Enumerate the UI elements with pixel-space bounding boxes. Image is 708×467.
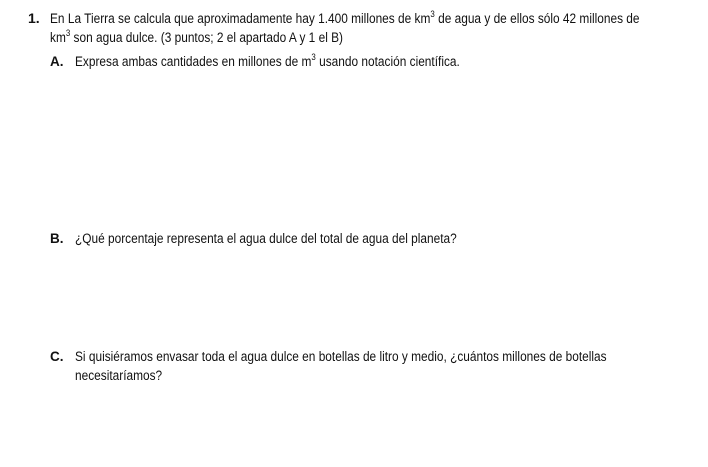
question-statement [50,9,685,47]
part-b-text: ¿Qué porcentaje representa el agua dulce del total de agua del planeta? [75,231,457,246]
part-a-letter: A. [50,54,64,69]
part-a-answer-area[interactable] [50,75,670,225]
question-line-1 [50,9,685,28]
part-c-text [75,347,607,385]
question-number: 1. [28,10,40,26]
part-a-text-start: Expresa ambas cantidades en millones de m [75,54,312,69]
question-line-2-superscript: 3 [65,27,71,38]
question-line-2-unit: km [50,30,66,45]
question-line-1-text: En La Tierra se calcula que aproximadamente hay 1.400 millones de km [50,11,431,26]
part-a-superscript: 3 [311,51,316,62]
part-c-answer-area[interactable] [50,390,670,460]
question-line-1-text-end: de agua y de ellos sólo 42 millones de [434,11,640,26]
part-b-answer-area[interactable] [50,252,670,342]
part-a-text-end: usando notación científica. [315,54,460,69]
part-c-line-1: Si quisiéramos envasar toda el agua dulce en botellas de litro y medio, ¿cuántos millones de botellas [75,349,607,364]
part-c-letter: C. [50,349,64,364]
question-line-1-superscript: 3 [430,8,435,19]
part-a-text [75,52,460,71]
question-line-2-text: son agua dulce. (3 puntos; 2 el apartado A y 1 el B) [70,30,344,45]
part-b-letter: B. [50,231,64,246]
part-c-line-2: necesitaríamos? [75,368,163,383]
question-line-2 [50,28,685,47]
